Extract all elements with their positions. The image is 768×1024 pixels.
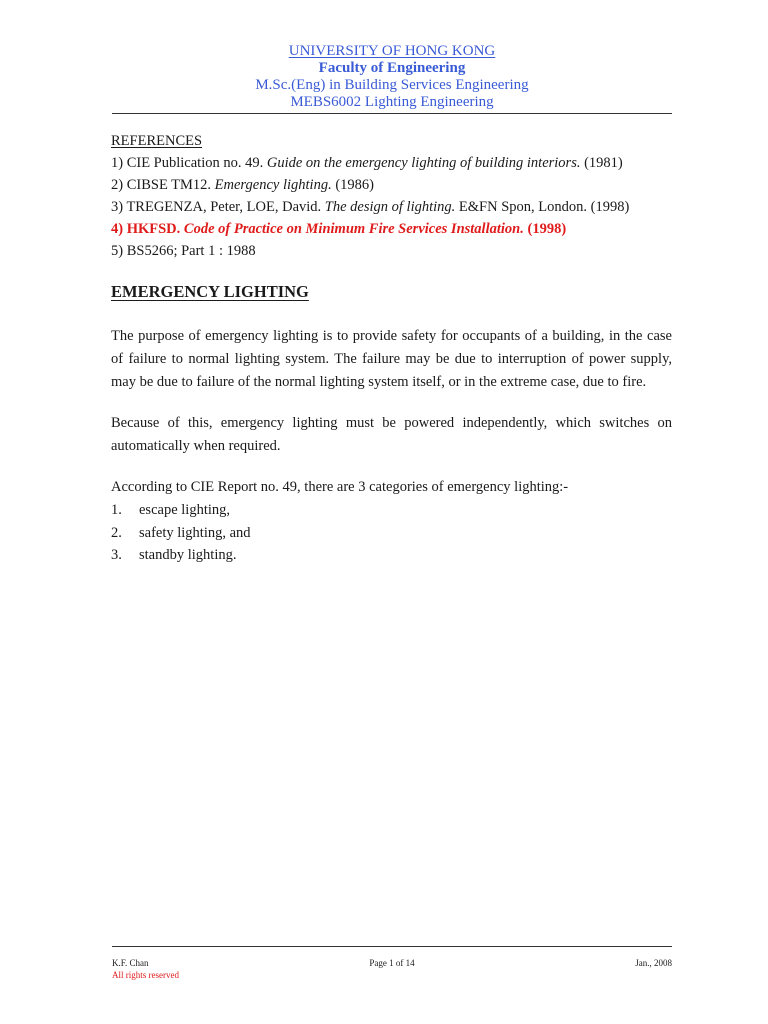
- reference-author: 3) TREGENZA, Peter, LOE, David.: [111, 199, 325, 215]
- header-divider: [112, 113, 672, 114]
- reference-item: [111, 174, 681, 196]
- footer-divider: [112, 946, 672, 947]
- paragraph-purpose: The purpose of emergency lighting is to provide safety for occupants of a building, in the case of failure to normal lighting system. The failure may be due to interruption of power supply, may be due to failure of the normal lighting system itself, or in the extreme case, due to fire.: [111, 328, 672, 390]
- section-title: EMERGENCY LIGHTING: [111, 282, 309, 301]
- reference-year: E&FN Spon, London. (1998): [455, 199, 630, 215]
- faculty-name: Faculty of Engineering: [318, 60, 466, 76]
- reference-author: 5) BS5266; Part 1 : 1988: [111, 243, 256, 259]
- reference-author: 4) HKFSD.: [111, 221, 184, 237]
- footer-date: Jan., 2008: [635, 958, 672, 968]
- footer-page-number: Page 1 of 14: [369, 958, 415, 968]
- reference-item: [111, 152, 681, 174]
- paragraph-categories-intro: According to CIE Report no. 49, there are 3 categories of emergency lighting:-: [111, 479, 569, 495]
- categories-list: [111, 499, 251, 567]
- university-name: UNIVERSITY OF HONG KONG: [288, 43, 496, 59]
- reference-year: (1986): [331, 177, 375, 193]
- footer-author: K.F. Chan: [112, 958, 149, 968]
- list-text: escape lighting,: [139, 502, 231, 518]
- references-title: REFERENCES: [111, 133, 203, 149]
- reference-year: (1998): [523, 221, 567, 237]
- list-item: [111, 499, 251, 522]
- references-section: [111, 130, 681, 262]
- paragraph-power: Because of this, emergency lighting must be powered independently, which switches on automatically when required.: [111, 415, 672, 454]
- list-number: 1.: [111, 502, 122, 518]
- footer-rights: All rights reserved: [112, 970, 179, 980]
- course-name: MEBS6002 Lighting Engineering: [290, 94, 494, 110]
- reference-year: (1981): [580, 155, 623, 171]
- document-header: [112, 43, 672, 111]
- reference-title: The design of lighting.: [324, 199, 456, 215]
- reference-author: 1) CIE Publication no. 49.: [111, 155, 267, 171]
- reference-title: Code of Practice on Minimum Fire Services Installation.: [183, 221, 524, 237]
- reference-item-highlighted: [111, 218, 681, 240]
- reference-title: Emergency lighting.: [214, 177, 332, 193]
- reference-item: [111, 196, 681, 218]
- list-text: safety lighting, and: [139, 524, 251, 541]
- list-number: 3.: [111, 547, 122, 563]
- reference-item: [111, 240, 681, 262]
- programme-name: M.Sc.(Eng) in Building Services Engineering: [255, 77, 529, 93]
- list-text: standby lighting.: [139, 547, 237, 563]
- reference-title: Guide on the emergency lighting of building interiors.: [266, 155, 581, 171]
- list-number: 2.: [111, 524, 122, 541]
- list-item: [111, 544, 251, 567]
- list-item: [111, 522, 251, 545]
- reference-author: 2) CIBSE TM12.: [111, 177, 215, 193]
